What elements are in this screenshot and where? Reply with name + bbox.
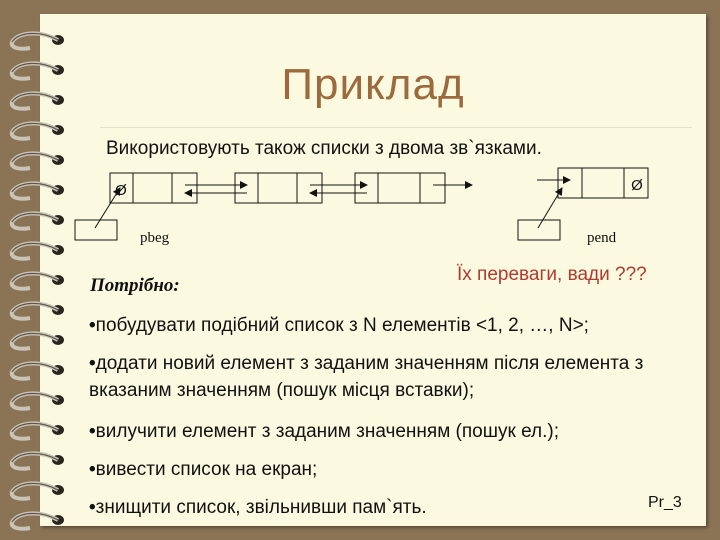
- list-item: •вивести список на екран;: [89, 459, 318, 480]
- list-item: •додати новий елемент з заданим значенням після елемента з вказаним значенням (пошук місця вставки);: [89, 353, 644, 401]
- slide-title: Приклад: [281, 60, 465, 109]
- node-2: [235, 173, 322, 203]
- list-item: •побудувати подібний список з N елементів <1, 2, …, N>;: [89, 315, 589, 336]
- need-heading: Потрібно:: [90, 275, 180, 296]
- list-item: •вилучити елемент з заданим значенням (пошук ел.);: [89, 421, 559, 442]
- pbeg-pointer-box: [75, 220, 117, 240]
- null-symbol-left: Ø: [115, 182, 127, 199]
- list-item: •знищити список, звільнивши пам`ять.: [89, 497, 427, 518]
- page-number: Pr_3: [648, 494, 682, 511]
- pbeg-label: pbeg: [140, 230, 170, 246]
- slide-subtitle: Використовують також списки з двома зв`язками.: [106, 138, 542, 159]
- node-3: [355, 173, 445, 203]
- pend-pointer-box: [518, 220, 560, 240]
- null-symbol-right: Ø: [631, 177, 643, 194]
- pend-label: pend: [587, 230, 617, 246]
- advantages-question: Їх переваги, вади ???: [457, 264, 647, 285]
